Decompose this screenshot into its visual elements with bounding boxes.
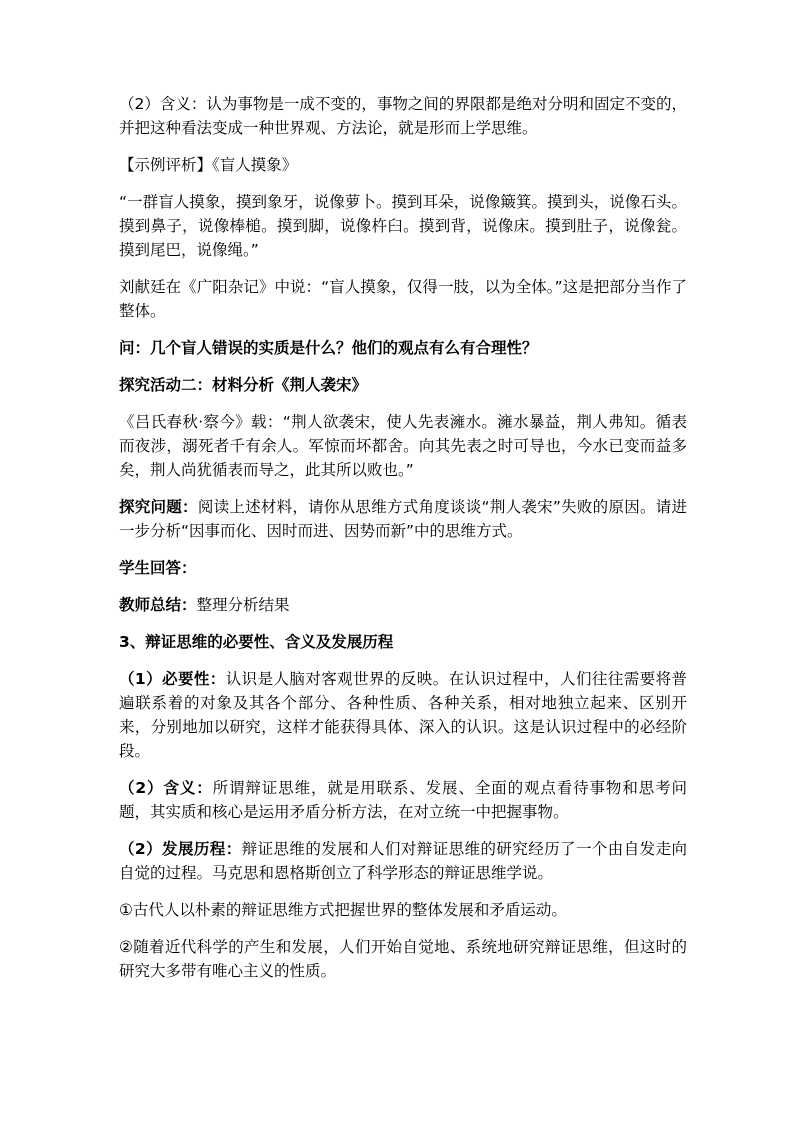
document-body — [119, 92, 687, 996]
development-text: 辩证思维的发展和人们对辩证思维的研究经历了一个由自发走向自觉的过程。马克思和恩格斯创立了科学形态的辩证思维学说。 — [119, 840, 687, 882]
paragraph-lushi-chunqiu: 《吕氏春秋·察今》载：“荆人欲袭宋，使人先表澭水。澭水暴益，荆人弗知。循表而夜涉，溺死者千有余人。军惊而坏都舍。向其先表之时可导也，今水已变而益多矣，荆人尚犹循表而导之，此其所以败也。” — [119, 413, 687, 479]
paragraph-metaphysics-meaning: （2）含义：认为事物是一成不变的，事物之间的界限都是绝对分明和固定不变的，并把这种看法变成一种世界观、方法论，就是形而上学思维。 — [119, 95, 687, 137]
necessity-text: 认识是人脑对客观世界的反映。在认识过程中，人们往往需要将普遍联系着的对象及其各个部分、各种性质、各种关系，相对地独立起来、区别开来，分别地加以研究，这样才能获得具体、深入的认识。这是认识过程中的必经阶段。 — [119, 670, 687, 760]
paragraph-inquiry-question — [119, 495, 687, 543]
paragraph-teacher-summary — [119, 593, 687, 617]
paragraph-ancient: ①古代人以朴素的辩证思维方式把握世界的整体发展和矛盾运动。 — [119, 901, 567, 919]
paragraph-dialectical-meaning — [119, 776, 687, 824]
paragraph-blind-men-quote: “一群盲人摸象，摸到象牙，说像萝卜。摸到耳朵，说像簸箕。摸到头，说像石头。摸到鼻子，说像棒槌。摸到脚，说像杵臼。摸到背，说像床。摸到肚子，说像瓮。摸到尾巴，说像绳。” — [119, 193, 687, 259]
section-heading-dialectical: 3、辩证思维的必要性、含义及发展历程 — [119, 633, 394, 651]
paragraph-student-answer: 学生回答： — [119, 559, 197, 577]
dialectical-meaning-text: 所谓辩证思维，就是用联系、发展、全面的观点看待事物和思考问题，其实质和核心是运用矛盾分析方法，在对立统一中把握事物。 — [119, 779, 687, 821]
paragraph-question: 问：几个盲人错误的实质是什么？他们的观点有么有合理性？ — [119, 339, 538, 357]
paragraph-necessity — [119, 667, 687, 763]
paragraph-modern: ②随着近代科学的产生和发展，人们开始自觉地、系统地研究辩证思维，但这时的研究大多带有唯心主义的性质。 — [119, 938, 687, 980]
paragraph-development — [119, 837, 687, 885]
teacher-summary-label: 教师总结： — [119, 596, 197, 614]
dialectical-meaning-label: （2）含义： — [119, 779, 213, 797]
inquiry-question-text: 阅读上述材料，请你从思维方式角度谈谈“荆人袭宋”失败的原因。请进一步分析“因事而化、因时而进、因势而新”中的思维方式。 — [119, 498, 687, 540]
teacher-summary-text: 整理分析结果 — [196, 596, 290, 614]
paragraph-activity-two: 探究活动二：材料分析《荆人袭宋》 — [119, 376, 368, 394]
development-label: （2）发展历程： — [119, 840, 242, 858]
necessity-label: （1）必要性： — [119, 670, 226, 688]
inquiry-question-label: 探究问题： — [119, 498, 198, 516]
paragraph-example-heading: 【示例评析】《盲人摸象》 — [119, 156, 298, 174]
paragraph-liu-xianting: 刘献廷在《广阳杂记》中说：“盲人摸象，仅得一肢，以为全体。”这是把部分当作了整体。 — [119, 278, 687, 320]
